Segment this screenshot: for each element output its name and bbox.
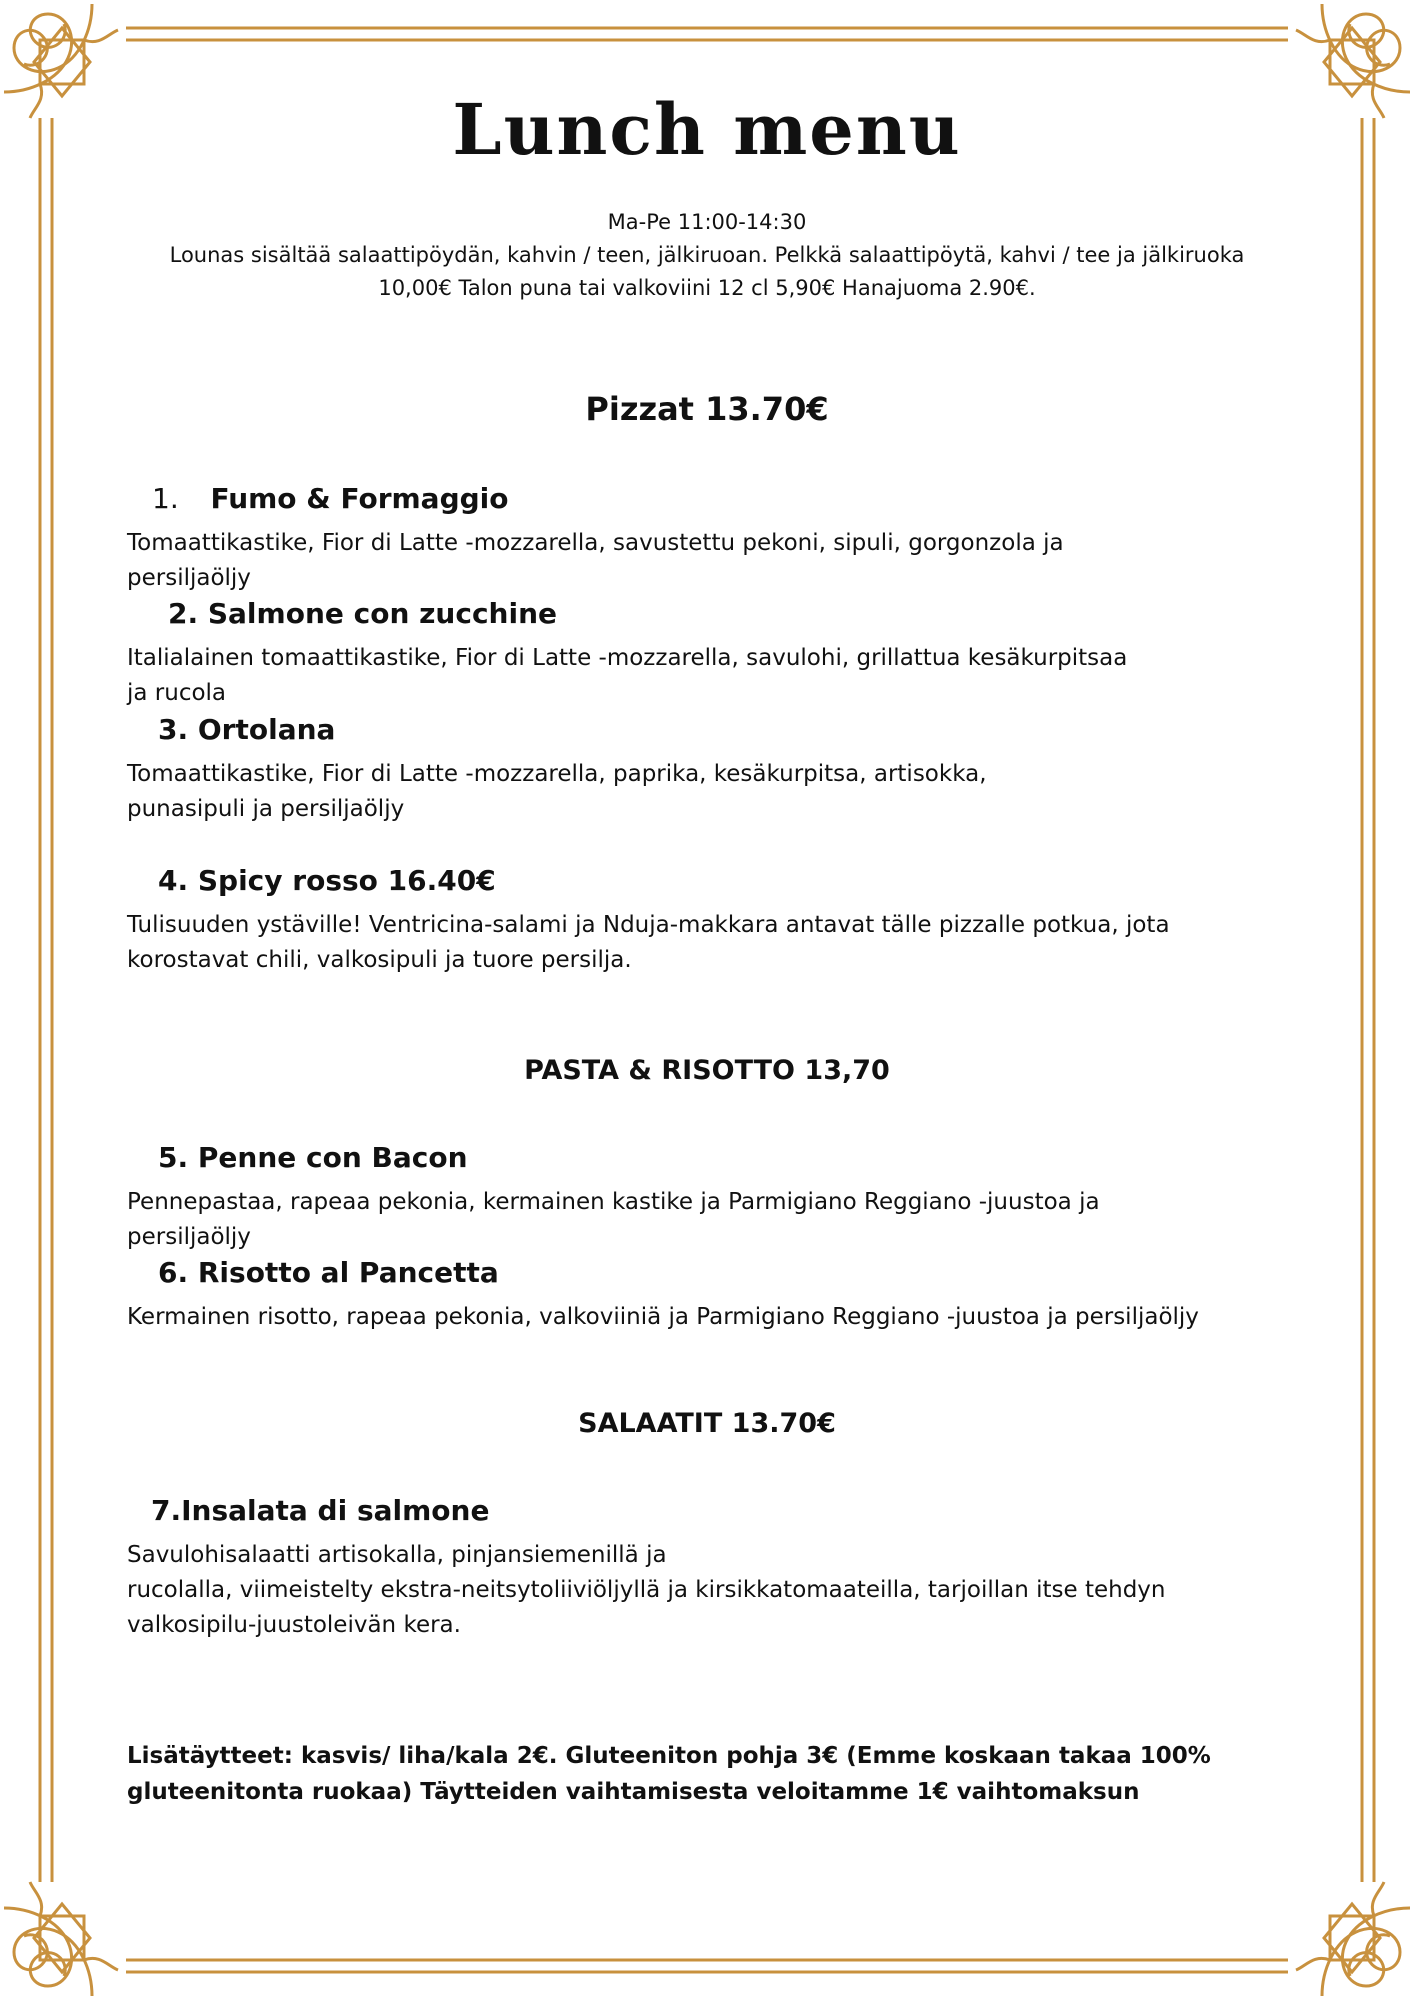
menu-item-title: 4. Spicy rosso 16.40€ [158,864,496,897]
menu-item-description [127,757,1277,827]
description-line: Italialainen tomaattikastike, Fior di Latte -mozzarella, savulohi, grillattua kesäkurpitsaa [127,645,1128,671]
description-line: punasipuli ja persiljaöljy [127,796,405,822]
description-line: korostavat chili, valkosipuli ja tuore persilja. [127,947,632,973]
note-line: gluteenitonta ruokaa) Täytteiden vaihtamisesta veloitamme 1€ vaihtomaksun [127,1779,1140,1805]
menu-item-description [127,908,1277,978]
menu-item-title: 7.Insalata di salmone [151,1494,490,1527]
page-title: Lunch menu [452,88,962,171]
opening-hours: Ma-Pe 11:00-14:30 [607,210,807,234]
menu-item-title: 6. Risotto al Pancetta [158,1256,499,1289]
menu-item-title: 2. Salmone con zucchine [168,597,558,630]
description-line: Tulisuuden ystäville! Ventricina-salami ja Nduja-makkara antavat tälle pizzalle potkua, jota [127,912,1170,938]
description-line: Tomaattikastike, Fior di Latte -mozzarella, paprika, kesäkurpitsa, artisokka, [127,761,987,787]
section-heading-salaatit: SALAATIT 13.70€ [578,1408,836,1439]
item-number: 1. [152,482,179,515]
note-line: Lisätäytteet: kasvis/ liha/kala 2€. Gluteeniton pohja 3€ (Emme koskaan takaa 100% [127,1743,1211,1769]
description-line: Pennepastaa, rapeaa pekonia, kermainen kastike ja Parmigiano Reggiano -juustoa ja [127,1189,1100,1215]
description-line: Savulohisalaatti artisokalla, pinjansiemenillä ja [127,1542,667,1568]
menu-item-description [127,1300,1277,1335]
menu-item-title: 3. Ortolana [158,713,336,746]
section-heading-pasta: PASTA & RISOTTO 13,70 [524,1055,890,1086]
menu-item-description [127,526,1277,596]
menu-item-description [127,1185,1277,1255]
description-line: valkosipilu-juustoleivän kera. [127,1612,461,1638]
menu-item-description [127,641,1277,711]
item-name: Fumo & Formaggio [210,482,509,515]
lunch-info: Lounas sisältää salaattipöydän, kahvin / teen, jälkiruoan. Pelkkä salaattipöytä, kahvi / tee ja jälkiruoka 10,00€ Talon puna tai valkoviini 12 cl 5,90€ Hanajuoma 2.90€. [169,243,1245,300]
menu-item-description [127,1538,1277,1643]
intro-text [160,206,1254,305]
description-line: persiljaöljy [127,1224,251,1250]
section-heading-pizzat: Pizzat 13.70€ [585,390,829,428]
description-line: Tomaattikastike, Fior di Latte -mozzarella, savustettu pekoni, sipuli, gorgonzola ja [127,530,1064,556]
description-line: ja rucola [127,680,227,706]
extra-toppings-note [127,1738,1287,1810]
description-line: rucolalla, viimeistelty ekstra-neitsytoliiviöljyllä ja kirsikkatomaateilla, tarjoillan itse tehdyn [127,1577,1166,1603]
menu-item-title [152,482,509,515]
menu-item-title: 5. Penne con Bacon [158,1141,468,1174]
corner-ornament-bottom-left [4,1882,118,1996]
description-line: Kermainen risotto, rapeaa pekonia, valkoviiniä ja Parmigiano Reggiano -juustoa ja persiljaöljy [127,1304,1199,1330]
corner-ornament-bottom-right [1296,1882,1410,1996]
description-line: persiljaöljy [127,565,251,591]
